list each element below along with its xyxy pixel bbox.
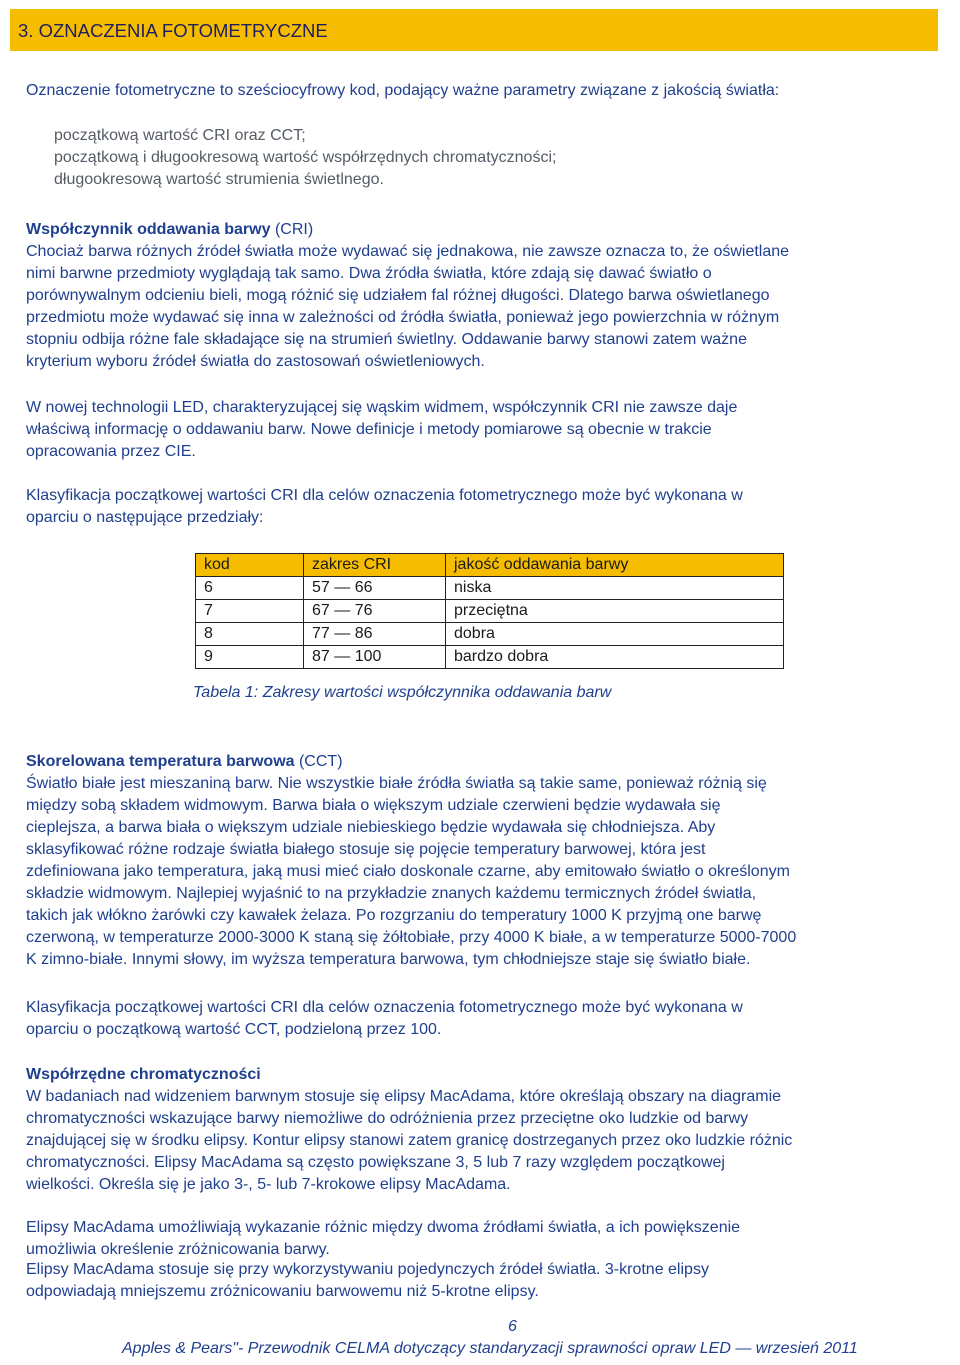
text-line: przedmiotu może wydawać się inna w zależności od źródła światła, ponieważ jego powierzchnia w różnym [26, 309, 780, 326]
text-line: między sobą składem widmowym. Barwa biała o większym udziale czerwieni będzie wydawała się [26, 797, 721, 814]
ellipses-paragraph-2 [26, 1259, 954, 1303]
cri-heading [26, 219, 954, 241]
text-line: nimi barwne przedmioty wyglądają tak samo. Dwa źródła światła, które zdają się dawać światło o [26, 265, 712, 282]
text-line: wielkości. Określa się je jako 3-, 5- lub 7-krokowe elipsy MacAdama. [26, 1176, 511, 1193]
text-line: Światło białe jest mieszaniną barw. Nie wszystkie białe źródła światła są takie same, ponieważ różnią się [26, 775, 767, 792]
text-line: Elipsy MacAdama umożliwiają wykazanie różnic między dwoma źródłami światła, a ich powiększenie [26, 1219, 741, 1236]
table-row [196, 623, 784, 646]
table-caption: Tabela 1: Zakresy wartości współczynnika oddawania barw [193, 684, 612, 701]
text-line: Klasyfikacja początkowej wartości CRI dla celów oznaczenia fotometrycznego może być wykonana w [26, 487, 743, 504]
cct-heading-bold: Skorelowana temperatura barwowa [26, 753, 295, 770]
section-title: 3. OZNACZENIA FOTOMETRYCZNE [18, 20, 328, 41]
text-line: oparciu o następujące przedziały: [26, 509, 264, 526]
table-cell: przeciętna [446, 600, 784, 623]
table-cell: 57 — 66 [304, 577, 446, 600]
text-line: składzie widmowym. Najlepiej wyjaśnić to na przykładzie znanych każdemu termicznych źródeł światła, [26, 885, 757, 902]
cri-heading-bold: Współczynnik oddawania barwy [26, 221, 271, 238]
cri-table [195, 553, 784, 669]
table-row [196, 600, 784, 623]
table-cell: 87 — 100 [304, 646, 446, 669]
parameter-list [54, 125, 556, 191]
table-cell: 6 [196, 577, 304, 600]
led-paragraph [26, 397, 954, 463]
list-item: długookresową wartość strumienia świetlnego. [54, 171, 384, 188]
text-line: Chociaż barwa różnych źródeł światła może wydawać się jednakowa, nie zawsze oznacza to, że oświetlane [26, 243, 790, 260]
text-line: Elipsy MacAdama stosuje się przy wykorzystywaniu pojedynczych źródeł światła. 3-krotne elipsy [26, 1261, 709, 1278]
page-number: 6 [508, 1318, 517, 1335]
text-line: W badaniach nad widzeniem barwnym stosuje się elipsy MacAdama, które określają obszary na diagramie [26, 1088, 782, 1105]
chromaticity-paragraph [26, 1086, 954, 1196]
text-line: czerwoną, w temperaturze 2000-3000 K staną się żółtobiałe, przy 4000 K białe, a w temperaturze 5000-7000 [26, 929, 797, 946]
cct-paragraph [26, 773, 954, 971]
section-header-bar [10, 9, 938, 51]
cct-heading-abbr: (CCT) [294, 753, 343, 770]
intro-paragraph: Oznaczenie fotometryczne to sześciocyfrowy kod, podający ważne parametry związane z jakością światła: [26, 82, 780, 99]
text-line: odpowiadają mniejszemu zróżnicowaniu barwowemu niż 5-krotne elipsy. [26, 1283, 539, 1300]
text-line: Klasyfikacja początkowej wartości CRI dla celów oznaczenia fotometrycznego może być wykonana w [26, 999, 743, 1016]
table-cell: 77 — 86 [304, 623, 446, 646]
text-line: porównywalnym odcieniu bieli, mogą różnić się udziałem fal różnej długości. Dlatego barwa oświetlanego [26, 287, 770, 304]
table-cell: 7 [196, 600, 304, 623]
text-line: znajdującej się w środku elipsy. Kontur elipsy stanowi zatem granicę dostrzeganych przez oko ludzkie różnic [26, 1132, 793, 1149]
text-line: oparciu o początkową wartość CCT, podzieloną przez 100. [26, 1021, 442, 1038]
table-cell: dobra [446, 623, 784, 646]
page-footer: Apples & Pears"- Przewodnik CELMA dotyczący standaryzacji sprawności opraw LED — wrzesień 2011 [122, 1340, 858, 1357]
cct-classification-paragraph [26, 997, 954, 1041]
table-cell: 8 [196, 623, 304, 646]
ellipses-paragraph-1 [26, 1217, 954, 1261]
text-line: cieplejsza, a barwa biała o większym udziale niebieskiego będzie wydawała się chłodniejsza. Aby [26, 819, 716, 836]
text-line: umożliwia określenie zróżnicowania barwy. [26, 1241, 330, 1258]
text-line: kryterium wyboru źródeł światła do zastosowań oświetleniowych. [26, 353, 485, 370]
text-line: K zimno-białe. Innymi słowy, im wyższa temperatura barwowa, tym chłodniejsze staje się światło białe. [26, 951, 751, 968]
table-cell: bardzo dobra [446, 646, 784, 669]
list-item: początkową wartość CRI oraz CCT; [54, 127, 306, 144]
text-line: chromatyczności. Elipsy MacAdama są często powiększane 3, 5 lub 7 razy względem początkowej [26, 1154, 725, 1171]
table-cell: 9 [196, 646, 304, 669]
table-row [196, 577, 784, 600]
table-header-cell: zakres CRI [304, 554, 446, 577]
text-line: stopniu odbija różne fale składające się na strumień świetlny. Oddawanie barwy stanowi zatem ważne [26, 331, 747, 348]
text-line: W nowej technologii LED, charakteryzującej się wąskim widmem, współczynnik CRI nie zawsze daje [26, 399, 738, 416]
table-header-cell: jakość oddawania barwy [446, 554, 784, 577]
cri-classification-paragraph [26, 485, 954, 529]
text-line: właściwą informację o oddawaniu barw. Nowe definicje i metody pomiarowe są obecnie w trakcie [26, 421, 712, 438]
cri-paragraph [26, 241, 954, 373]
table-row [196, 646, 784, 669]
text-line: opracowania przez CIE. [26, 443, 196, 460]
cct-heading [26, 751, 954, 773]
list-item: początkową i długookresową wartość współrzędnych chromatyczności; [54, 149, 557, 166]
cri-heading-abbr: (CRI) [270, 221, 314, 238]
text-line: sklasyfikować różne rodzaje światła białego stosuje się pojęcie temperatury barwowej, która jest [26, 841, 706, 858]
text-line: chromatyczności wskazujące barwy niemożliwe do odróżnienia przez przeciętne oko ludzkie od barwy [26, 1110, 749, 1127]
table-cell: 67 — 76 [304, 600, 446, 623]
table-header-row [196, 554, 784, 577]
text-line: zdefiniowana jako temperatura, jaką musi mieć ciało doskonale czarne, aby emitowało światło o określonym [26, 863, 790, 880]
table-cell: niska [446, 577, 784, 600]
chromaticity-heading: Współrzędne chromatyczności [26, 1066, 261, 1083]
table-header-cell: kod [196, 554, 304, 577]
text-line: takich jak włókno żarówki czy kawałek żelaza. Po rozgrzaniu do temperatury 1000 K przyjmą one barwę [26, 907, 762, 924]
